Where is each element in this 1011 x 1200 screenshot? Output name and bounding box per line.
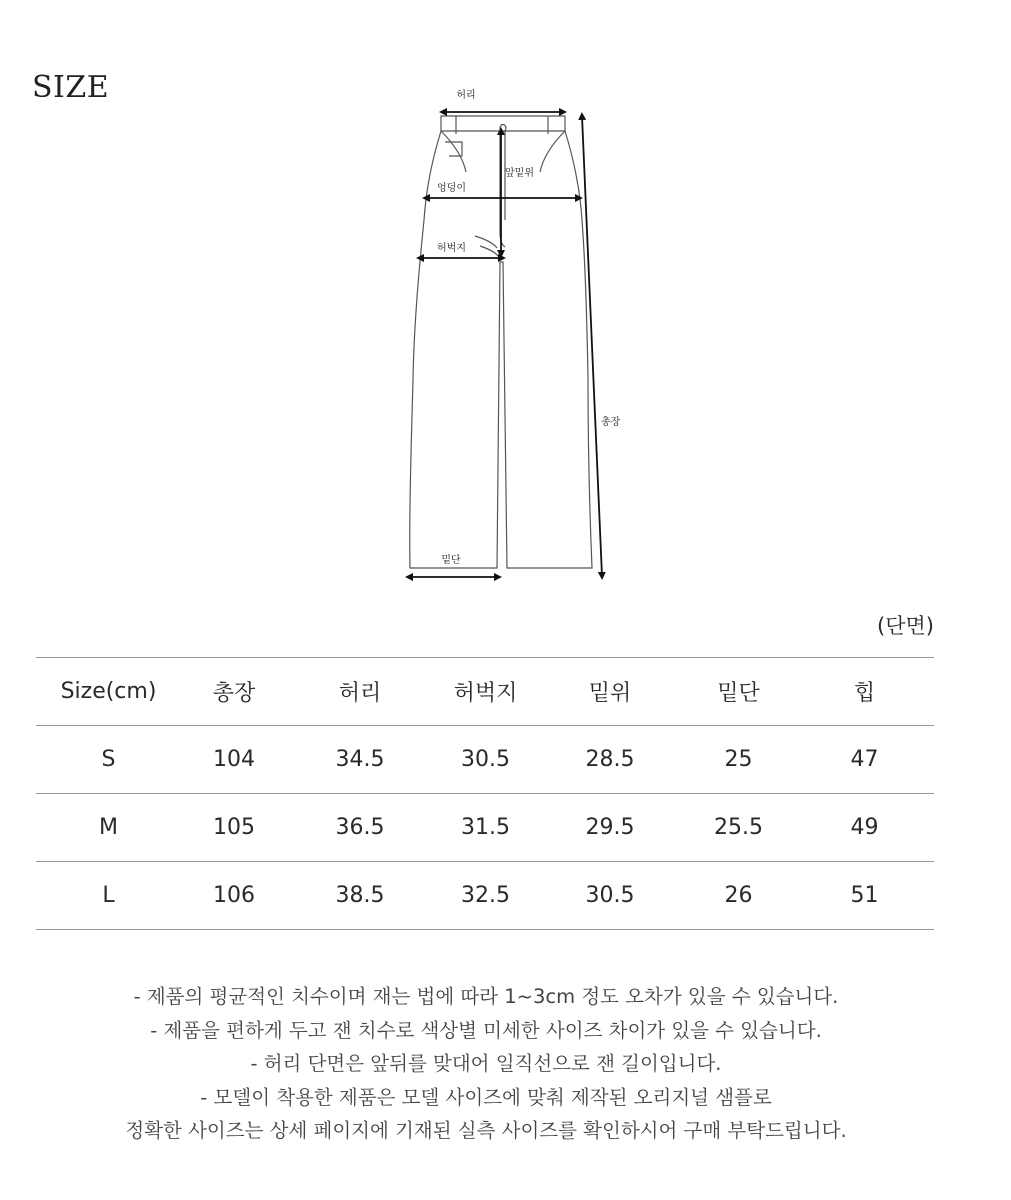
hip-label: 엉덩이 [437,183,466,194]
table-cell: 51 [795,862,934,930]
table-cell: 26 [682,862,795,930]
table-cell: 25.5 [682,794,795,862]
note-line: - 허리 단면은 앞뒤를 맞대어 일직선으로 잰 길이입니다. [250,1052,722,1075]
table-cell: S [36,726,181,794]
table-cell: 47 [795,726,934,794]
table-cell: 38.5 [287,862,433,930]
total-length-label: 총장 [601,417,621,428]
unit-note: (단면) [877,614,934,638]
column-header-total-length: 총장 [181,658,287,726]
column-header-hip: 힙 [795,658,934,726]
table-row [36,726,934,794]
note-line: - 제품의 평균적인 치수이며 재는 법에 따라 1~3cm 정도 오차가 있을 수 있습니다. [133,985,839,1008]
hem-label: 밑단 [441,555,461,566]
table-row [36,794,934,862]
table-row [36,862,934,930]
table-cell: 25 [682,726,795,794]
table-cell: L [36,862,181,930]
table-cell: 32.5 [433,862,538,930]
table-cell: 104 [181,726,287,794]
table-cell: 31.5 [433,794,538,862]
front-rise-label: 앞밑위 [505,168,534,179]
column-header-thigh: 허벅지 [433,658,538,726]
table-cell: 105 [181,794,287,862]
table-cell: M [36,794,181,862]
table-cell: 30.5 [433,726,538,794]
column-header-size: Size(cm) [36,658,181,726]
table-header-row [36,658,934,726]
note-line: - 제품을 편하게 두고 잰 치수로 색상별 미세한 사이즈 차이가 있을 수 있습니다. [150,1018,822,1042]
table-cell: 29.5 [538,794,682,862]
thigh-label: 허벅지 [437,243,466,254]
table-cell: 106 [181,862,287,930]
table-cell: 34.5 [287,726,433,794]
size-table [36,657,934,930]
table-cell: 30.5 [538,862,682,930]
column-header-rise: 밑위 [538,658,682,726]
table-cell: 49 [795,794,934,862]
total-length-arrow [582,116,602,576]
column-header-waist: 허리 [287,658,433,726]
table-cell: 28.5 [538,726,682,794]
column-header-hem: 밑단 [682,658,795,726]
note-line: 정확한 사이즈는 상세 페이지에 기재된 실측 사이즈를 확인하시어 구매 부탁드립니다. [125,1119,847,1142]
size-title: SIZE [32,70,110,105]
table-cell: 36.5 [287,794,433,862]
measurement-notes [0,980,972,1148]
note-line: - 모델이 착용한 제품은 모델 사이즈에 맞춰 제작된 오리지널 샘플로 [200,1085,772,1109]
waist-label: 허리 [456,90,476,101]
